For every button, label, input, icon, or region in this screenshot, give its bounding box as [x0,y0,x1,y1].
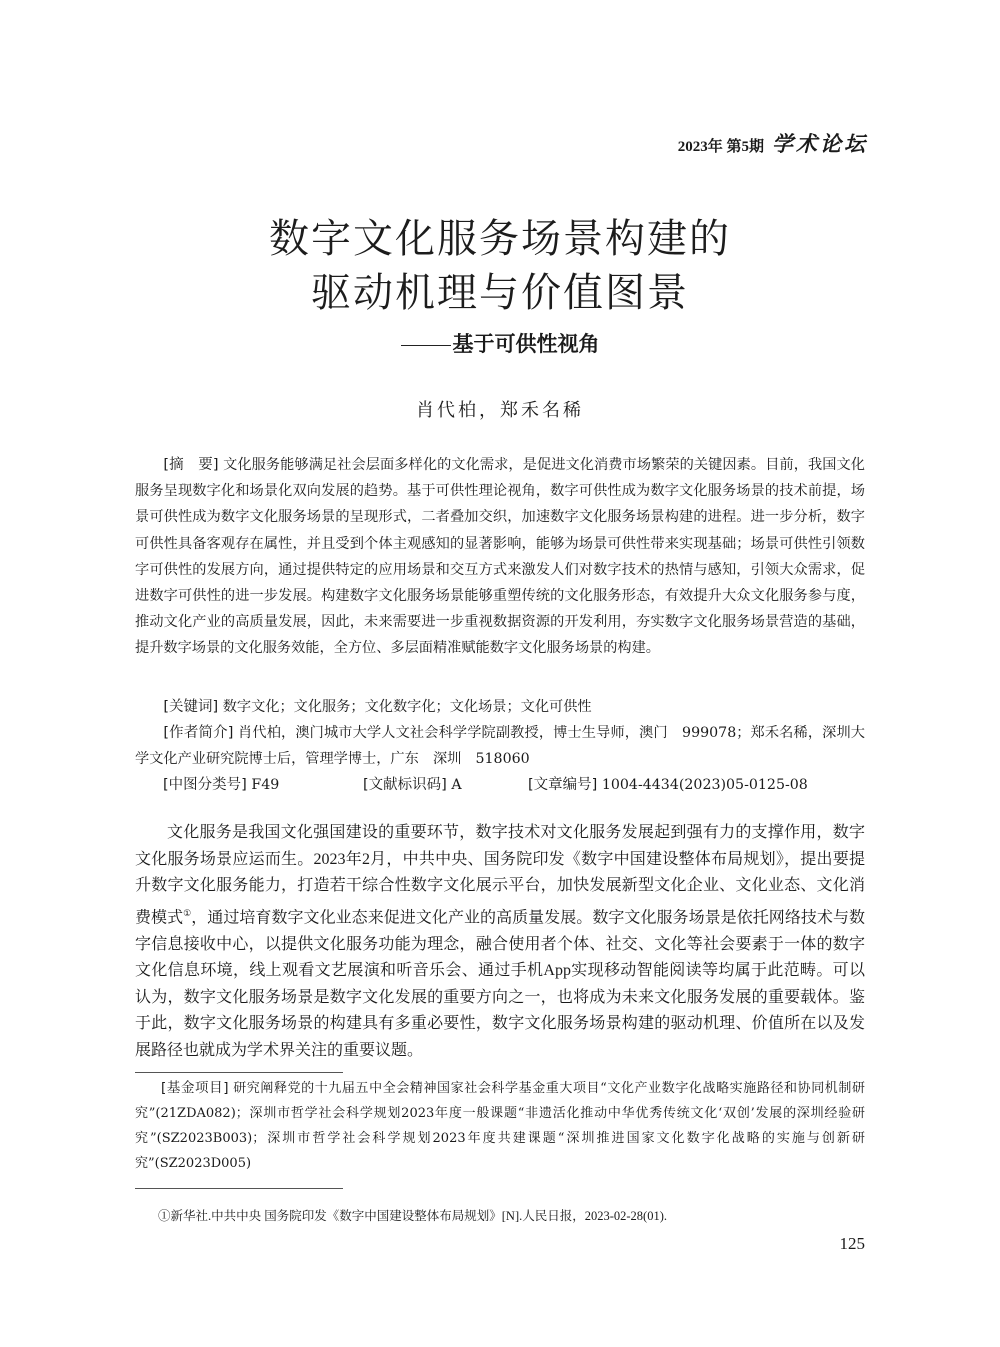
keywords [135,694,865,720]
abstract [135,452,865,662]
footnote-divider [135,1188,343,1189]
doc-code-label: [文献标识码] [363,777,447,793]
authors: 肖代柏，郑禾名稀 [416,400,584,421]
body-text-part1: 文化服务是我国文化强国建设的重要环节，数字技术对文化服务发展起到强有力的支撑作用，数字文化服务场景应运而生。2023年2月，中共中央、国务院印发《数字中国建设整体布局规划》，提出要提升数字文化服务能力，打造若干综合性数字文化展示平台，加快发展新型文化企业、文化业态、文化消费模式 [135,824,865,927]
em-dash [401,345,451,346]
article-subtitle [0,328,1000,358]
divider [135,1072,343,1073]
footnote-ref[interactable]: ① [183,907,192,918]
clc-label: [中图分类号] [163,777,247,793]
author-info-text: 肖代柏，澳门城市大学人文社会科学学院副教授，博士生导师，澳门 999078；郑禾名稀，深圳大学文化产业研究院博士后，管理学博士，广东 深圳 518060 [135,725,865,768]
body-text-part2: ，通过培育数字文化业态来促进文化产业的高质量发展。数字文化服务场景是依托网络技术与数字信息接收中心，以提供文化服务功能为理念，融合使用者个体、社交、文化等社会要素于一体的数字文化信息环境，线上观看文艺展演和听音乐会、通过手机App实现移动智能阅读等均属于此范畴。可以认为，数字文化服务场景是数字文化发展的重要方向之一，也将成为未来文化服务发展的重要载体。鉴于此，数字文化服务场景的构建具有多重必要性，数字文化服务场景构建的驱动机理、价值所在以及发展路径也就成为学术界关注的重要议题。 [135,909,865,1060]
body-paragraph [135,820,865,1065]
keywords-text: 数字文化；文化服务；文化数字化；文化场景；文化可供性 [222,699,592,715]
author-info-label: [作者简介] [163,725,234,741]
subtitle-text: 基于可供性视角 [452,331,600,356]
article-number-value: 1004-4434(2023)05-0125-08 [601,777,808,793]
journal-name: 学术论坛 [772,131,868,156]
article-number [528,772,808,798]
funding-text: 研究阐释党的十九届五中全会精神国家社会科学基金重大项目“文化产业数字化战略实施路径和协同机制研究”(21ZDA082)；深圳市哲学社会科学规划2023年度一般课题“非遗活化推动中华优秀传统文化‘双创’发展的深圳经验研究”(SZ2023B003)；深圳市哲学社会科学规划2023年度共建课题“深圳推进国家文化数字化战略的实施与创新研究”(SZ2023D005) [135,1081,865,1171]
clc-code [163,772,363,798]
classification-line [135,772,865,798]
journal-header [678,128,868,158]
article-title-line2: 驱动机理与价值图景 [311,270,689,316]
author-info [135,720,865,772]
article-number-label: [文章编号] [528,777,598,793]
funding [135,1076,865,1176]
issue-label: 2023年 第5期 [677,139,764,155]
page-number: 125 [839,1234,865,1253]
abstract-label: [摘 要] [163,457,219,473]
article-title-line1: 数字文化服务场景构建的 [269,216,731,262]
doc-code-value: A [451,777,462,793]
footnote: ①新华社.中共中央 国务院印发《数字中国建设整体布局规划》[N].人民日报，2023-02-28(01). [158,1209,668,1223]
funding-label: [基金项目] [161,1080,229,1096]
keywords-label: [关键词] [163,699,219,715]
abstract-text: 文化服务能够满足社会层面多样化的文化需求，是促进文化消费市场繁荣的关键因素。目前，我国文化服务呈现数字化和场景化双向发展的趋势。基于可供性理论视角，数字可供性成为数字文化服务场景的技术前提，场景可供性成为数字文化服务场景的呈现形式，二者叠加交织，加速数字文化服务场景构建的进程。进一步分析，数字可供性具备客观存在属性，并且受到个体主观感知的显著影响，能够为场景可供性带来实现基础；场景可供性引领数字可供性的发展方向，通过提供特定的应用场景和交互方式来激发人们对数字技术的热情与感知，引领大众需求，促进数字可供性的进一步发展。构建数字文化服务场景能够重塑传统的文化服务形态，有效提升大众文化服务参与度，推动文化产业的高质量发展，因此，未来需要进一步重视数据资源的开发利用，夯实数字文化服务场景营造的基础，提升数字场景的文化服务效能，全方位、多层面精准赋能数字文化服务场景的构建。 [135,457,865,657]
doc-code [363,772,528,798]
clc-value: F49 [251,777,280,793]
